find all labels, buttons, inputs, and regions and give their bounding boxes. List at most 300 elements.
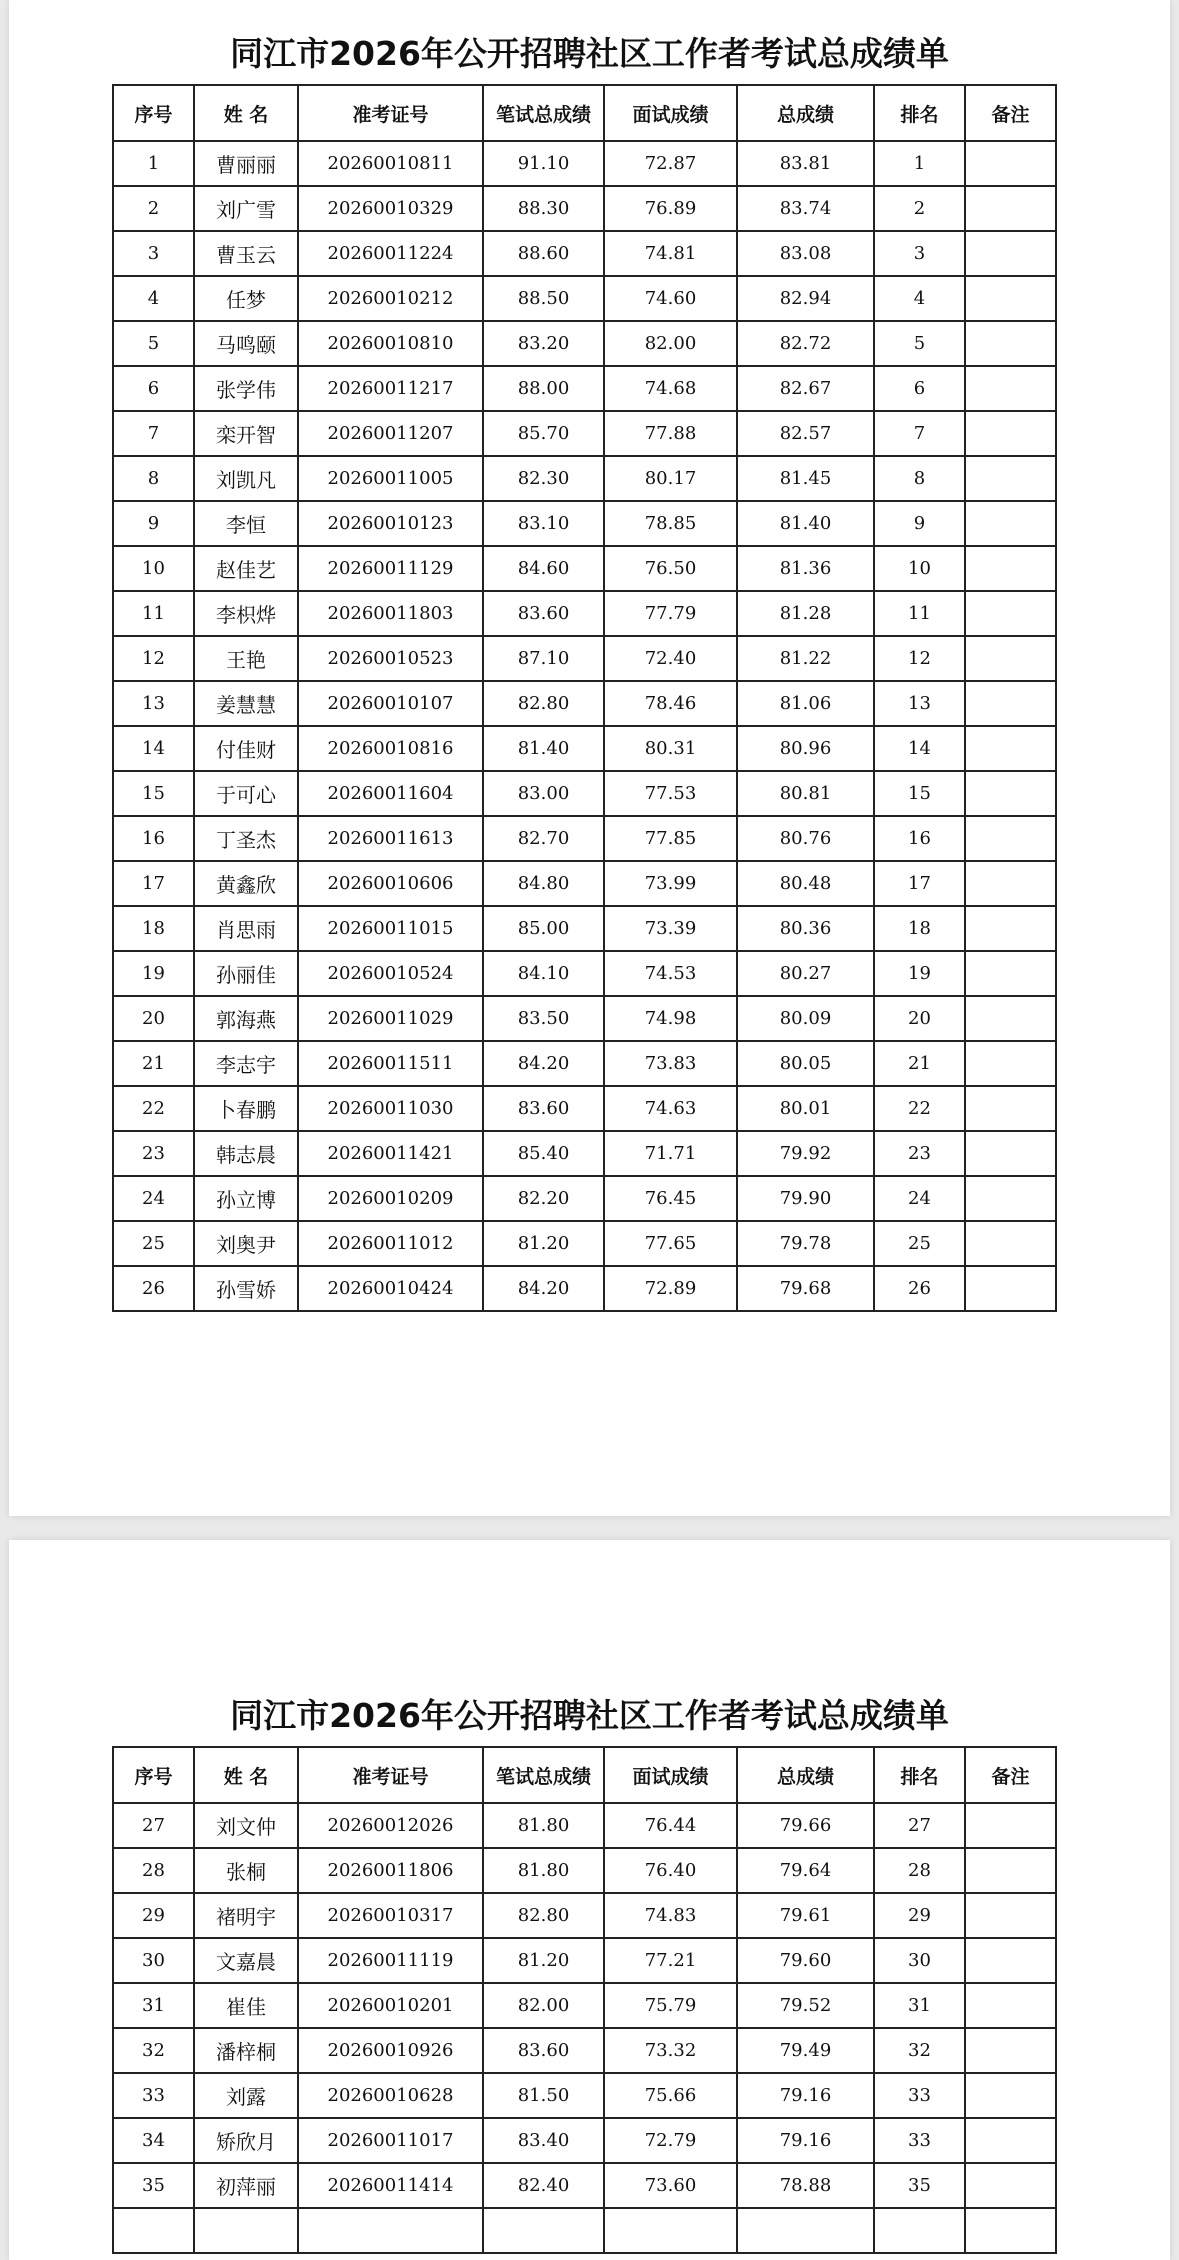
- remark-cell: [965, 816, 1056, 861]
- rank-cell: 10: [874, 546, 965, 591]
- interview-score-cell: 75.66: [604, 2073, 737, 2118]
- table-row: [113, 1176, 1056, 1221]
- rank-cell: 18: [874, 906, 965, 951]
- total-score-cell: 83.74: [737, 186, 874, 231]
- remark-cell: [965, 1176, 1056, 1221]
- table-header-row: [113, 85, 1056, 141]
- table-row: [113, 2208, 1056, 2253]
- name-cell: 孙立博: [194, 1176, 298, 1221]
- written-score-cell: 88.50: [483, 276, 604, 321]
- name-cell: 潘梓桐: [194, 2028, 298, 2073]
- table-row: [113, 141, 1056, 186]
- seq-cell: 26: [113, 1266, 194, 1311]
- table-row: [113, 366, 1056, 411]
- seq-cell: 10: [113, 546, 194, 591]
- column-header: 总成绩: [737, 1747, 874, 1803]
- total-score-cell: 81.40: [737, 501, 874, 546]
- written-score-cell: 82.80: [483, 1893, 604, 1938]
- exam-id-cell: 20260011119: [298, 1938, 483, 1983]
- remark-cell: [965, 2118, 1056, 2163]
- exam-id-cell: 20260010606: [298, 861, 483, 906]
- column-header: 姓 名: [194, 1747, 298, 1803]
- name-cell: 张桐: [194, 1848, 298, 1893]
- table-row: [113, 1086, 1056, 1131]
- table-row: [113, 771, 1056, 816]
- table-row: [113, 1221, 1056, 1266]
- total-score-cell: 81.45: [737, 456, 874, 501]
- rank-cell: 4: [874, 276, 965, 321]
- table-row: [113, 546, 1056, 591]
- exam-id-cell: 20260011217: [298, 366, 483, 411]
- table-row: [113, 1893, 1056, 1938]
- exam-id-cell: 20260010123: [298, 501, 483, 546]
- interview-score-cell: 74.60: [604, 276, 737, 321]
- interview-score-cell: 80.31: [604, 726, 737, 771]
- written-score-cell: 84.80: [483, 861, 604, 906]
- table-row: [113, 951, 1056, 996]
- seq-cell: 14: [113, 726, 194, 771]
- interview-score-cell: 72.89: [604, 1266, 737, 1311]
- exam-id-cell: 20260011129: [298, 546, 483, 591]
- interview-score-cell: 73.32: [604, 2028, 737, 2073]
- rank-cell: 12: [874, 636, 965, 681]
- column-header: 总成绩: [737, 85, 874, 141]
- table-row: [113, 636, 1056, 681]
- interview-score-cell: 72.87: [604, 141, 737, 186]
- rank-cell: 14: [874, 726, 965, 771]
- remark-cell: [965, 951, 1056, 996]
- interview-score-cell: 78.85: [604, 501, 737, 546]
- name-cell: 刘文仲: [194, 1803, 298, 1848]
- interview-score-cell: 73.60: [604, 2163, 737, 2208]
- seq-cell: 16: [113, 816, 194, 861]
- seq-cell: 9: [113, 501, 194, 546]
- written-score-cell: 82.40: [483, 2163, 604, 2208]
- total-score-cell: 82.57: [737, 411, 874, 456]
- interview-score-cell: 82.00: [604, 321, 737, 366]
- exam-id-cell: 20260010329: [298, 186, 483, 231]
- exam-id-cell: 20260010628: [298, 2073, 483, 2118]
- document-page-2: [9, 1540, 1170, 2260]
- exam-id-cell: 20260012026: [298, 1803, 483, 1848]
- interview-score-cell: 77.79: [604, 591, 737, 636]
- name-cell: 崔佳: [194, 1983, 298, 2028]
- remark-cell: [965, 456, 1056, 501]
- exam-id-cell: 20260011030: [298, 1086, 483, 1131]
- total-score-cell: 83.08: [737, 231, 874, 276]
- table-row: [113, 2073, 1056, 2118]
- interview-score-cell: [604, 2208, 737, 2253]
- written-score-cell: 83.20: [483, 321, 604, 366]
- column-header: 排名: [874, 85, 965, 141]
- written-score-cell: 81.40: [483, 726, 604, 771]
- remark-cell: [965, 1893, 1056, 1938]
- seq-cell: 17: [113, 861, 194, 906]
- interview-score-cell: 76.50: [604, 546, 737, 591]
- rank-cell: 9: [874, 501, 965, 546]
- written-score-cell: 84.60: [483, 546, 604, 591]
- name-cell: 马鸣颐: [194, 321, 298, 366]
- table-row: [113, 591, 1056, 636]
- total-score-cell: 79.90: [737, 1176, 874, 1221]
- total-score-cell: 80.09: [737, 996, 874, 1041]
- exam-id-cell: 20260010201: [298, 1983, 483, 2028]
- total-score-cell: 80.05: [737, 1041, 874, 1086]
- seq-cell: 12: [113, 636, 194, 681]
- remark-cell: [965, 411, 1056, 456]
- rank-cell: 5: [874, 321, 965, 366]
- seq-cell: 30: [113, 1938, 194, 1983]
- column-header: 笔试总成绩: [483, 85, 604, 141]
- seq-cell: 4: [113, 276, 194, 321]
- written-score-cell: 88.30: [483, 186, 604, 231]
- exam-id-cell: 20260011806: [298, 1848, 483, 1893]
- written-score-cell: [483, 2208, 604, 2253]
- rank-cell: 30: [874, 1938, 965, 1983]
- interview-score-cell: 80.17: [604, 456, 737, 501]
- interview-score-cell: 74.83: [604, 1893, 737, 1938]
- total-score-cell: 79.52: [737, 1983, 874, 2028]
- seq-cell: 5: [113, 321, 194, 366]
- rank-cell: 15: [874, 771, 965, 816]
- written-score-cell: 81.20: [483, 1221, 604, 1266]
- written-score-cell: 81.80: [483, 1848, 604, 1893]
- interview-score-cell: 73.83: [604, 1041, 737, 1086]
- rank-cell: 32: [874, 2028, 965, 2073]
- exam-id-cell: 20260010209: [298, 1176, 483, 1221]
- total-score-cell: 81.36: [737, 546, 874, 591]
- remark-cell: [965, 276, 1056, 321]
- written-score-cell: 84.20: [483, 1266, 604, 1311]
- table-row: [113, 2028, 1056, 2073]
- exam-id-cell: 20260011414: [298, 2163, 483, 2208]
- interview-score-cell: 77.21: [604, 1938, 737, 1983]
- total-score-cell: 80.48: [737, 861, 874, 906]
- written-score-cell: 81.20: [483, 1938, 604, 1983]
- column-header: 准考证号: [298, 1747, 483, 1803]
- total-score-cell: 82.67: [737, 366, 874, 411]
- name-cell: 肖思雨: [194, 906, 298, 951]
- rank-cell: 1: [874, 141, 965, 186]
- rank-cell: 13: [874, 681, 965, 726]
- page-title: 同江市2026年公开招聘社区工作者考试总成绩单: [230, 1696, 949, 1735]
- rank-cell: 21: [874, 1041, 965, 1086]
- rank-cell: 29: [874, 1893, 965, 1938]
- rank-cell: 33: [874, 2073, 965, 2118]
- seq-cell: 2: [113, 186, 194, 231]
- rank-cell: 2: [874, 186, 965, 231]
- interview-score-cell: 74.98: [604, 996, 737, 1041]
- exam-id-cell: 20260010317: [298, 1893, 483, 1938]
- total-score-cell: 79.16: [737, 2073, 874, 2118]
- written-score-cell: 83.10: [483, 501, 604, 546]
- name-cell: 韩志晨: [194, 1131, 298, 1176]
- score-table: [112, 1746, 1057, 2254]
- total-score-cell: 81.06: [737, 681, 874, 726]
- total-score-cell: 80.96: [737, 726, 874, 771]
- exam-id-cell: 20260010212: [298, 276, 483, 321]
- name-cell: 黄鑫欣: [194, 861, 298, 906]
- column-header: 准考证号: [298, 85, 483, 141]
- name-cell: 栾开智: [194, 411, 298, 456]
- column-header: 序号: [113, 85, 194, 141]
- table-row: [113, 186, 1056, 231]
- name-cell: 文嘉晨: [194, 1938, 298, 1983]
- name-cell: 褚明宇: [194, 1893, 298, 1938]
- name-cell: 李枳烨: [194, 591, 298, 636]
- total-score-cell: 79.68: [737, 1266, 874, 1311]
- total-score-cell: 79.61: [737, 1893, 874, 1938]
- exam-id-cell: 20260011803: [298, 591, 483, 636]
- interview-score-cell: 76.45: [604, 1176, 737, 1221]
- remark-cell: [965, 2073, 1056, 2118]
- seq-cell: 33: [113, 2073, 194, 2118]
- total-score-cell: 79.64: [737, 1848, 874, 1893]
- rank-cell: 24: [874, 1176, 965, 1221]
- name-cell: 郭海燕: [194, 996, 298, 1041]
- name-cell: 任梦: [194, 276, 298, 321]
- remark-cell: [965, 141, 1056, 186]
- name-cell: 孙雪娇: [194, 1266, 298, 1311]
- written-score-cell: 82.00: [483, 1983, 604, 2028]
- seq-cell: 15: [113, 771, 194, 816]
- name-cell: 曹玉云: [194, 231, 298, 276]
- written-score-cell: 83.50: [483, 996, 604, 1041]
- exam-id-cell: [298, 2208, 483, 2253]
- remark-cell: [965, 321, 1056, 366]
- table-row: [113, 1983, 1056, 2028]
- remark-cell: [965, 1086, 1056, 1131]
- column-header: 备注: [965, 1747, 1056, 1803]
- rank-cell: 16: [874, 816, 965, 861]
- interview-score-cell: 77.85: [604, 816, 737, 861]
- remark-cell: [965, 1221, 1056, 1266]
- exam-id-cell: 20260011005: [298, 456, 483, 501]
- rank-cell: 25: [874, 1221, 965, 1266]
- seq-cell: 31: [113, 1983, 194, 2028]
- table-row: [113, 1938, 1056, 1983]
- remark-cell: [965, 1848, 1056, 1893]
- rank-cell: 3: [874, 231, 965, 276]
- table-row: [113, 2118, 1056, 2163]
- document-page-1: [9, 0, 1170, 1516]
- written-score-cell: 85.70: [483, 411, 604, 456]
- exam-id-cell: 20260011012: [298, 1221, 483, 1266]
- exam-id-cell: 20260011511: [298, 1041, 483, 1086]
- name-cell: 曹丽丽: [194, 141, 298, 186]
- rank-cell: 11: [874, 591, 965, 636]
- total-score-cell: 79.60: [737, 1938, 874, 1983]
- rank-cell: 28: [874, 1848, 965, 1893]
- table-row: [113, 681, 1056, 726]
- exam-id-cell: 20260011207: [298, 411, 483, 456]
- exam-id-cell: 20260011421: [298, 1131, 483, 1176]
- seq-cell: 3: [113, 231, 194, 276]
- name-cell: 付佳财: [194, 726, 298, 771]
- name-cell: 初萍丽: [194, 2163, 298, 2208]
- exam-id-cell: 20260011017: [298, 2118, 483, 2163]
- table-row: [113, 726, 1056, 771]
- written-score-cell: 83.60: [483, 2028, 604, 2073]
- rank-cell: 6: [874, 366, 965, 411]
- table-row: [113, 1266, 1056, 1311]
- rank-cell: 19: [874, 951, 965, 996]
- rank-cell: 8: [874, 456, 965, 501]
- interview-score-cell: 75.79: [604, 1983, 737, 2028]
- remark-cell: [965, 546, 1056, 591]
- written-score-cell: 83.60: [483, 1086, 604, 1131]
- total-score-cell: 81.28: [737, 591, 874, 636]
- remark-cell: [965, 2208, 1056, 2253]
- table-row: [113, 1131, 1056, 1176]
- total-score-cell: 82.72: [737, 321, 874, 366]
- exam-id-cell: 20260010524: [298, 951, 483, 996]
- table-row: [113, 456, 1056, 501]
- total-score-cell: 80.01: [737, 1086, 874, 1131]
- name-cell: 李志宇: [194, 1041, 298, 1086]
- name-cell: 刘露: [194, 2073, 298, 2118]
- column-header: 排名: [874, 1747, 965, 1803]
- written-score-cell: 85.40: [483, 1131, 604, 1176]
- seq-cell: 28: [113, 1848, 194, 1893]
- rank-cell: [874, 2208, 965, 2253]
- interview-score-cell: 76.44: [604, 1803, 737, 1848]
- total-score-cell: 80.76: [737, 816, 874, 861]
- total-score-cell: 82.94: [737, 276, 874, 321]
- seq-cell: 1: [113, 141, 194, 186]
- rank-cell: 23: [874, 1131, 965, 1176]
- total-score-cell: 83.81: [737, 141, 874, 186]
- remark-cell: [965, 1938, 1056, 1983]
- table-row: [113, 996, 1056, 1041]
- interview-score-cell: 73.99: [604, 861, 737, 906]
- seq-cell: 8: [113, 456, 194, 501]
- exam-id-cell: 20260010107: [298, 681, 483, 726]
- exam-id-cell: 20260010810: [298, 321, 483, 366]
- remark-cell: [965, 996, 1056, 1041]
- table-body: [113, 1803, 1056, 2253]
- remark-cell: [965, 2028, 1056, 2073]
- remark-cell: [965, 2163, 1056, 2208]
- total-score-cell: 79.66: [737, 1803, 874, 1848]
- remark-cell: [965, 1983, 1056, 2028]
- rank-cell: 17: [874, 861, 965, 906]
- rank-cell: 27: [874, 1803, 965, 1848]
- table-row: [113, 321, 1056, 366]
- table-row: [113, 816, 1056, 861]
- interview-score-cell: 76.40: [604, 1848, 737, 1893]
- exam-id-cell: 20260011604: [298, 771, 483, 816]
- written-score-cell: 82.30: [483, 456, 604, 501]
- table-body: [113, 141, 1056, 1311]
- table-row: [113, 276, 1056, 321]
- remark-cell: [965, 906, 1056, 951]
- written-score-cell: 81.80: [483, 1803, 604, 1848]
- rank-cell: 7: [874, 411, 965, 456]
- interview-score-cell: 74.63: [604, 1086, 737, 1131]
- table-row: [113, 1803, 1056, 1848]
- seq-cell: 22: [113, 1086, 194, 1131]
- total-score-cell: 79.92: [737, 1131, 874, 1176]
- total-score-cell: 80.36: [737, 906, 874, 951]
- exam-id-cell: 20260010926: [298, 2028, 483, 2073]
- exam-id-cell: 20260010424: [298, 1266, 483, 1311]
- remark-cell: [965, 771, 1056, 816]
- name-cell: 刘奥尹: [194, 1221, 298, 1266]
- remark-cell: [965, 726, 1056, 771]
- name-cell: 刘广雪: [194, 186, 298, 231]
- seq-cell: [113, 2208, 194, 2253]
- name-cell: 赵佳艺: [194, 546, 298, 591]
- table-row: [113, 501, 1056, 546]
- remark-cell: [965, 681, 1056, 726]
- name-cell: 孙丽佳: [194, 951, 298, 996]
- table-row: [113, 1848, 1056, 1893]
- seq-cell: 34: [113, 2118, 194, 2163]
- total-score-cell: [737, 2208, 874, 2253]
- total-score-cell: 79.49: [737, 2028, 874, 2073]
- rank-cell: 35: [874, 2163, 965, 2208]
- exam-id-cell: 20260010811: [298, 141, 483, 186]
- interview-score-cell: 74.53: [604, 951, 737, 996]
- interview-score-cell: 72.79: [604, 2118, 737, 2163]
- interview-score-cell: 77.53: [604, 771, 737, 816]
- table-row: [113, 411, 1056, 456]
- remark-cell: [965, 861, 1056, 906]
- total-score-cell: 78.88: [737, 2163, 874, 2208]
- written-score-cell: 81.50: [483, 2073, 604, 2118]
- seq-cell: 19: [113, 951, 194, 996]
- remark-cell: [965, 591, 1056, 636]
- total-score-cell: 80.81: [737, 771, 874, 816]
- score-table: [112, 84, 1057, 1312]
- seq-cell: 6: [113, 366, 194, 411]
- remark-cell: [965, 1803, 1056, 1848]
- remark-cell: [965, 186, 1056, 231]
- name-cell: 王艳: [194, 636, 298, 681]
- exam-id-cell: 20260011224: [298, 231, 483, 276]
- seq-cell: 24: [113, 1176, 194, 1221]
- written-score-cell: 88.00: [483, 366, 604, 411]
- written-score-cell: 84.10: [483, 951, 604, 996]
- interview-score-cell: 71.71: [604, 1131, 737, 1176]
- seq-cell: 20: [113, 996, 194, 1041]
- written-score-cell: 87.10: [483, 636, 604, 681]
- interview-score-cell: 73.39: [604, 906, 737, 951]
- remark-cell: [965, 636, 1056, 681]
- table-row: [113, 861, 1056, 906]
- name-cell: 张学伟: [194, 366, 298, 411]
- column-header: 姓 名: [194, 85, 298, 141]
- seq-cell: 27: [113, 1803, 194, 1848]
- rank-cell: 22: [874, 1086, 965, 1131]
- page-title: 同江市2026年公开招聘社区工作者考试总成绩单: [230, 34, 949, 73]
- exam-id-cell: 20260010523: [298, 636, 483, 681]
- seq-cell: 25: [113, 1221, 194, 1266]
- remark-cell: [965, 366, 1056, 411]
- remark-cell: [965, 1041, 1056, 1086]
- written-score-cell: 84.20: [483, 1041, 604, 1086]
- column-header: 面试成绩: [604, 85, 737, 141]
- exam-id-cell: 20260011613: [298, 816, 483, 861]
- table-row: [113, 231, 1056, 276]
- written-score-cell: 91.10: [483, 141, 604, 186]
- total-score-cell: 80.27: [737, 951, 874, 996]
- name-cell: 卜春鹏: [194, 1086, 298, 1131]
- column-header: 序号: [113, 1747, 194, 1803]
- interview-score-cell: 74.81: [604, 231, 737, 276]
- interview-score-cell: 78.46: [604, 681, 737, 726]
